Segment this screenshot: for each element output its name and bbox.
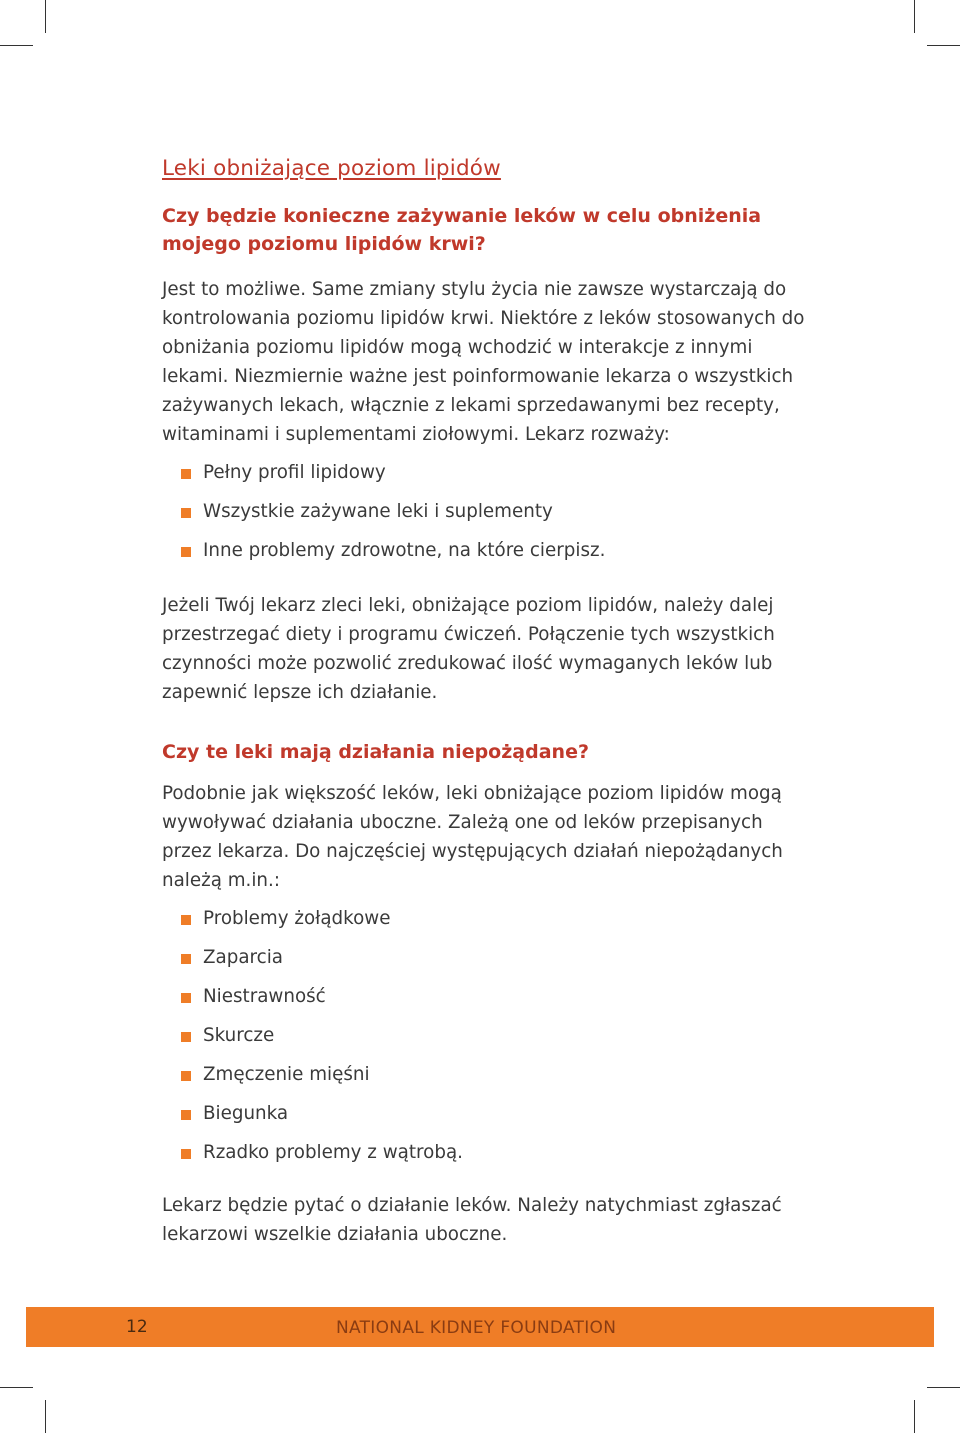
list-item <box>162 498 812 537</box>
list-item <box>162 1061 812 1100</box>
list-item <box>162 537 812 576</box>
list-item <box>162 944 812 983</box>
list-item <box>162 1022 812 1061</box>
crop-mark <box>45 0 46 33</box>
crop-mark <box>0 45 33 46</box>
list-item-text: Skurcze <box>203 1025 275 1046</box>
list-item <box>162 459 812 498</box>
question-heading: Czy te leki mają działania niepożądane? <box>162 741 589 763</box>
crop-mark <box>927 1387 960 1388</box>
paragraph: Podobnie jak większość leków, leki obniżające poziom lipidów mogą wywoływać działania uboczne. Zależą one od leków przepisanych przez lekarza. Do najczęściej występujących działań niepożądanych należą m.in.: <box>162 783 783 891</box>
list-item-text: Problemy żołądkowe <box>203 908 391 929</box>
bullet-square-icon <box>181 954 191 964</box>
list-item <box>162 1139 812 1178</box>
bullet-square-icon <box>181 993 191 1003</box>
bullet-square-icon <box>181 469 191 479</box>
footer-bar <box>26 1307 934 1347</box>
crop-mark <box>45 1400 46 1433</box>
crop-mark <box>927 45 960 46</box>
list-item-text: Biegunka <box>203 1103 289 1124</box>
bullet-square-icon <box>181 1032 191 1042</box>
bullet-list <box>162 459 812 576</box>
bullet-square-icon <box>181 1149 191 1159</box>
crop-mark <box>0 1387 33 1388</box>
list-item <box>162 905 812 944</box>
bullet-square-icon <box>181 1110 191 1120</box>
list-item-text: Zaparcia <box>203 947 283 968</box>
list-item-text: Niestrawność <box>203 986 326 1007</box>
crop-mark <box>914 0 915 33</box>
bullet-list <box>162 905 812 1178</box>
page-content <box>162 156 812 1249</box>
bullet-square-icon <box>181 508 191 518</box>
list-item <box>162 1100 812 1139</box>
page-title: Leki obniżające poziom lipidów <box>162 156 501 181</box>
list-item-text: Pełny profil lipidowy <box>203 462 386 483</box>
list-item <box>162 983 812 1022</box>
organization-name: NATIONAL KIDNEY FOUNDATION <box>336 1318 617 1338</box>
page-number: 12 <box>126 1317 148 1337</box>
paragraph: Jest to możliwe. Same zmiany stylu życia nie zawsze wystarczają do kontrolowania poziomu lipidów krwi. Niektóre z leków stosowanych do obniżania poziomu lipidów mogą wchodzić w interakcje z innymi lekami. Niezmiernie ważne jest poinformowanie lekarza o wszystkich zażywanych lekach, włącznie z lekami sprzedawanymi bez recepty, witaminami i suplementami ziołowymi. Lekarz rozważy: <box>162 279 805 445</box>
question-heading: Czy będzie konieczne zażywanie leków w celu obniżenia mojego poziomu lipidów krwi? <box>162 205 762 255</box>
bullet-square-icon <box>181 547 191 557</box>
crop-mark <box>914 1400 915 1433</box>
list-item-text: Inne problemy zdrowotne, na które cierpisz. <box>203 540 606 561</box>
list-item-text: Zmęczenie mięśni <box>203 1064 370 1085</box>
paragraph: Jeżeli Twój lekarz zleci leki, obniżające poziom lipidów, należy dalej przestrzegać diety i programu ćwiczeń. Połączenie tych wszystkich czynności może pozwolić zredukować ilość wymaganych leków lub zapewnić lepsze ich działanie. <box>162 595 775 703</box>
bullet-square-icon <box>181 915 191 925</box>
bullet-square-icon <box>181 1071 191 1081</box>
list-item-text: Wszystkie zażywane leki i suplementy <box>203 501 553 522</box>
list-item-text: Rzadko problemy z wątrobą. <box>203 1142 463 1163</box>
paragraph: Lekarz będzie pytać o działanie leków. Należy natychmiast zgłaszać lekarzowi wszelkie działania uboczne. <box>162 1195 782 1245</box>
